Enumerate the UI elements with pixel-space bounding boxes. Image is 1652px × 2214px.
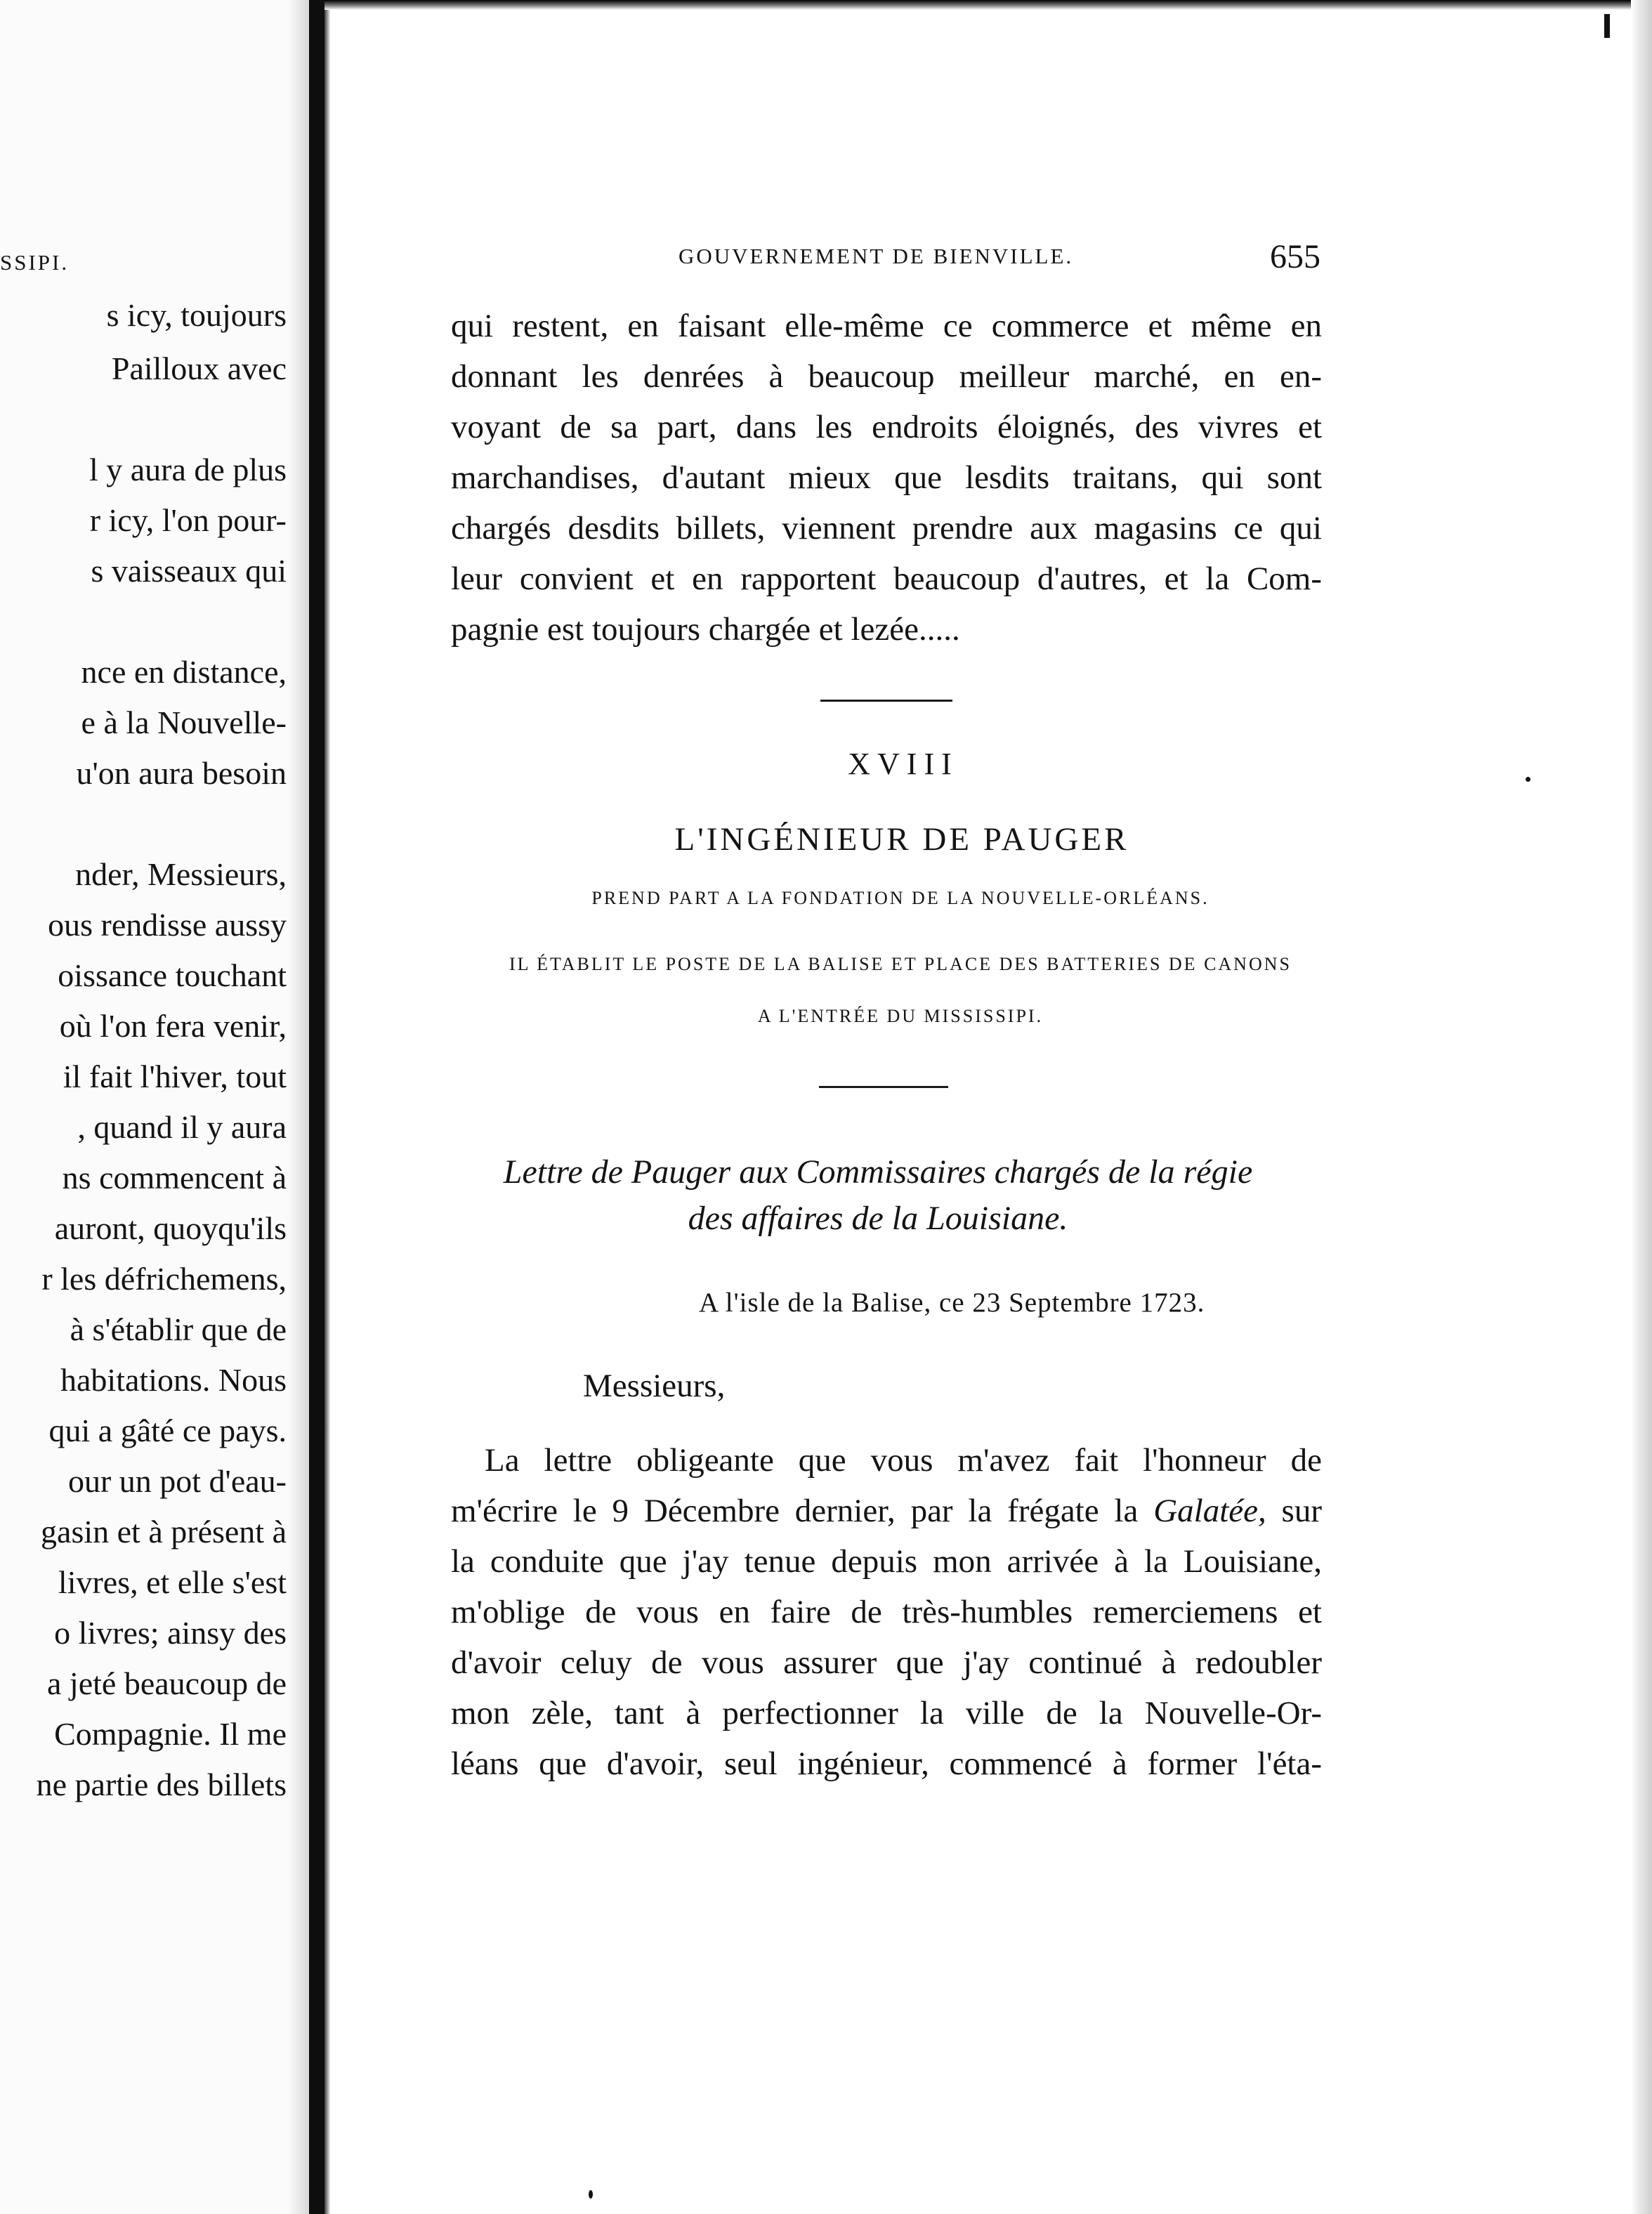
previous-page-line: qui a gâté ce pays. — [48, 1413, 287, 1448]
section-number: XVIII — [848, 747, 959, 781]
letter-heading-line: des affaires de la Louisiane. — [688, 1200, 1068, 1237]
previous-page-line: l y aura de plus — [88, 452, 287, 487]
section-subtitle-line: PREND PART A LA FONDATION DE LA NOUVELLE-ORLÉANS. — [591, 888, 1210, 908]
text-line: m'écrire le 9 Décembre dernier, par la frégate la Galatée, sur — [451, 1493, 1322, 1529]
previous-page-line: ous rendisse aussy — [48, 907, 287, 943]
previous-page-line: , quand il y aura — [77, 1109, 287, 1145]
previous-page-line: r icy, l'on pour- — [89, 502, 287, 538]
previous-page-line: oissance touchant — [58, 957, 287, 993]
text-line: pagnie est toujours chargée et lezée..... — [451, 611, 960, 648]
previous-page-line: s vaisseaux qui — [91, 553, 287, 589]
previous-page-line: livres, et elle s'est — [58, 1564, 287, 1600]
previous-page-line: Compagnie. Il me — [54, 1716, 287, 1752]
section-title: L'INGÉNIEUR DE PAUGER — [674, 821, 1129, 858]
previous-page-line: e à la Nouvelle- — [81, 705, 287, 740]
text-line: voyant de sa part, dans les endroits éloignés, des vivres et — [451, 409, 1322, 445]
previous-page-line: our un pot d'eau- — [67, 1463, 287, 1499]
previous-page-line: ns commencent à — [62, 1160, 287, 1196]
previous-page-line: r les défrichemens, — [41, 1261, 287, 1297]
text-line: marchandises, d'autant mieux que lesdits traitans, qui sont — [451, 459, 1322, 496]
previous-page-line: nce en distance, — [81, 654, 287, 690]
section-rule-top — [820, 700, 952, 702]
page-shadow — [288, 0, 309, 2214]
book-gutter — [309, 0, 324, 2214]
running-head: GOUVERNEMENT DE BIENVILLE. — [678, 244, 1074, 268]
section-rule-bottom — [819, 1086, 948, 1088]
text-line: léans que d'avoir, seul ingénieur, commencé à former l'éta- — [451, 1745, 1322, 1782]
previous-page-line: a jeté beaucoup de — [47, 1665, 287, 1701]
text-line: la conduite que j'ay tenue depuis mon arrivée à la Louisiane, — [451, 1543, 1322, 1580]
letter-date: A l'isle de la Balise, ce 23 Septembre 1723. — [699, 1288, 1205, 1318]
scan-speck — [589, 2190, 593, 2199]
previous-page-line: nder, Messieurs, — [75, 856, 287, 892]
previous-page-line: où l'on fera venir, — [59, 1008, 287, 1044]
previous-page-line: auront, quoyqu'ils — [54, 1210, 287, 1246]
previous-page-line: gasin et à présent à — [41, 1514, 287, 1550]
letter-body — [451, 1435, 1322, 1789]
previous-page-line: il fait l'hiver, tout — [63, 1059, 287, 1094]
section-subtitle-line: IL ÉTABLIT LE POSTE DE LA BALISE ET PLACE DES BATTERIES DE CANONS — [509, 954, 1292, 974]
salutation: Messieurs, — [583, 1368, 726, 1404]
ship-name: Galatée, — [1153, 1493, 1266, 1529]
previous-page-line: habitations. Nous — [60, 1362, 287, 1398]
text-line: d'avoir celuy de vous assurer que j'ay continué à redoubler — [451, 1644, 1322, 1681]
scan-top-border — [324, 0, 1652, 10]
page-number: 655 — [1270, 238, 1320, 275]
previous-page-line: s icy, toujours — [106, 297, 287, 333]
letter-heading-line: Lettre de Pauger aux Commissaires chargés de la régie — [503, 1153, 1253, 1191]
text-line: leur convient et en rapportent beaucoup d'autres, et la Com- — [451, 561, 1322, 597]
text-line: mon zèle, tant à perfectionner la ville de la Nouvelle-Or- — [451, 1695, 1322, 1731]
text-line: qui restent, en faisant elle-même ce commerce et même en — [451, 308, 1322, 344]
previous-page-line: Pailloux avec — [111, 351, 287, 386]
scan-mark — [1604, 14, 1610, 38]
page-right-edge — [1631, 0, 1652, 2214]
previous-page-running-head: SSIPI. — [0, 250, 70, 275]
previous-page-line: à s'établir que de — [70, 1311, 287, 1347]
previous-page-fragment — [0, 0, 309, 2214]
previous-page-line: o livres; ainsy des — [54, 1615, 287, 1651]
previous-page-line: u'on aura besoin — [76, 755, 287, 791]
text-line: donnant les denrées à beaucoup meilleur marché, en en- — [451, 358, 1322, 395]
gutter-edge — [324, 0, 330, 2214]
previous-page-line: ne partie des billets — [36, 1767, 287, 1802]
text-line: chargés desdits billets, viennent prendre aux magasins ce qui — [451, 510, 1322, 546]
text-line: m'oblige de vous en faire de très-humbles remerciemens et — [451, 1594, 1322, 1630]
text-line: La lettre obligeante que vous m'avez fait l'honneur de — [485, 1442, 1322, 1479]
continued-paragraph — [451, 301, 1322, 655]
section-subtitle-line: A L'ENTRÉE DU MISSISSIPI. — [757, 1006, 1044, 1026]
